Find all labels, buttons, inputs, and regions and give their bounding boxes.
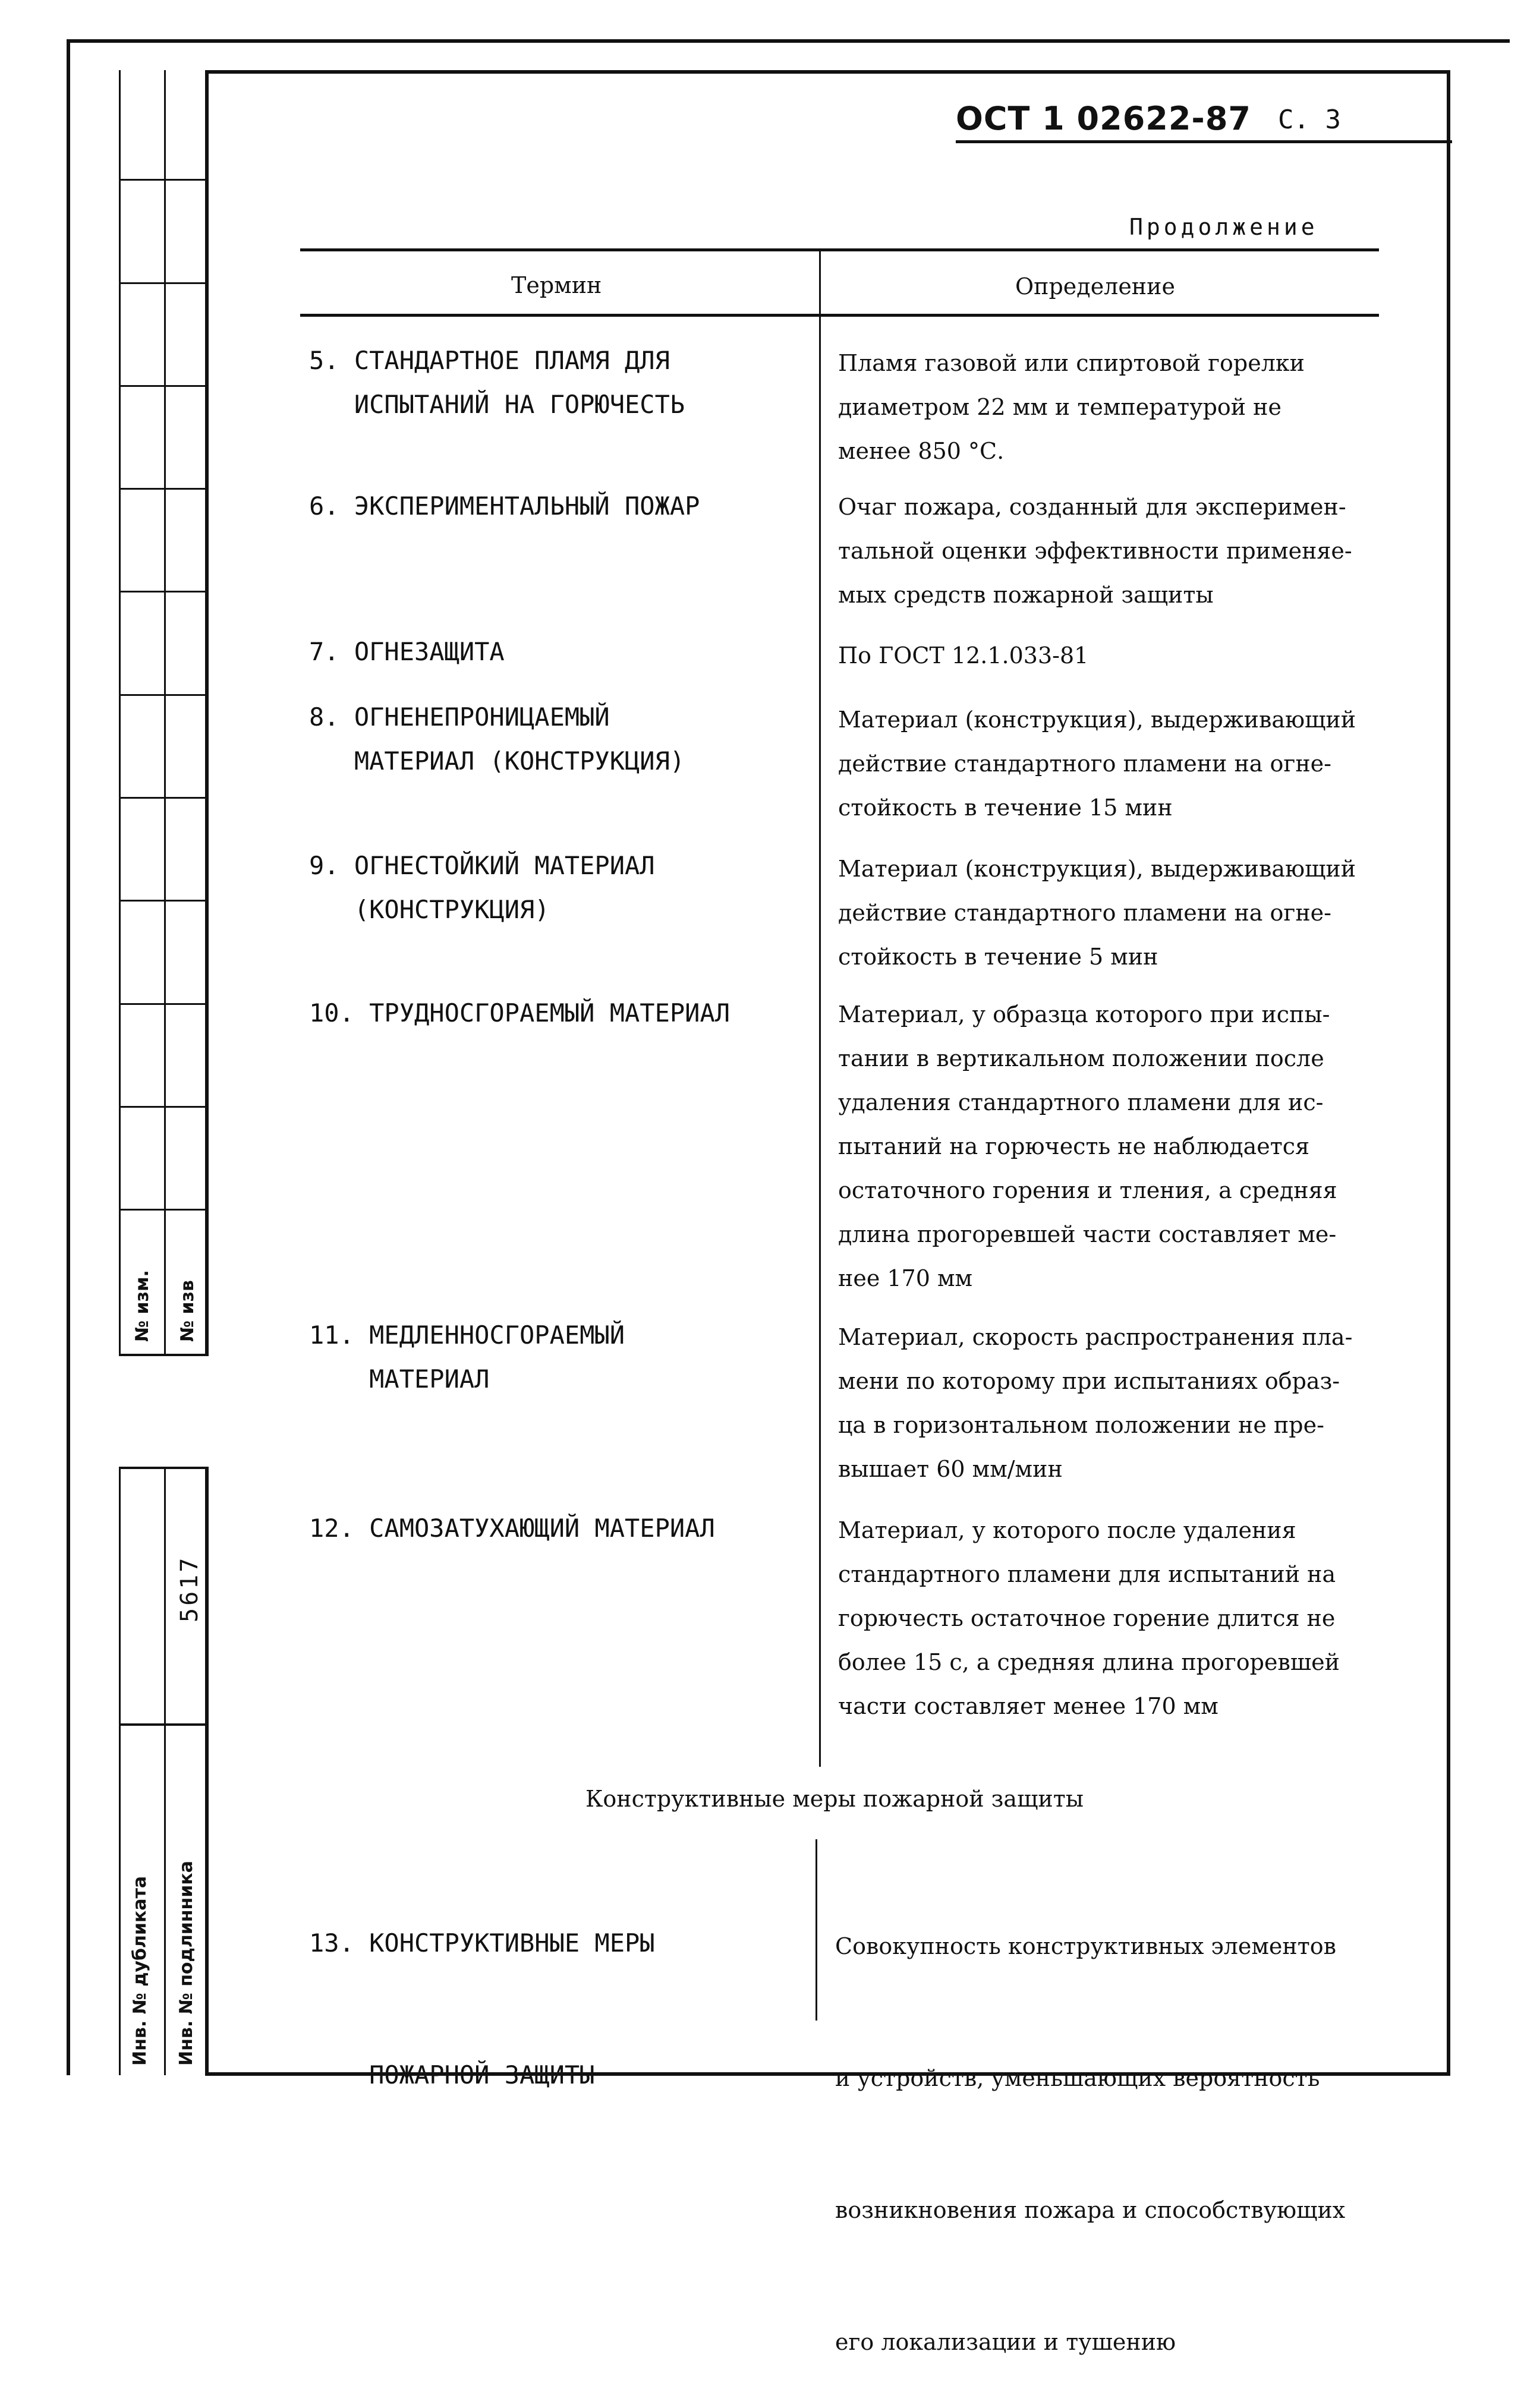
- def-line: Материал, скорость распространения пла-: [838, 1324, 1353, 1350]
- strip-rule: [119, 179, 209, 181]
- definition-entry: [838, 1508, 1340, 1728]
- def-line: более 15 с, а средняя длина прогоревшей: [838, 1649, 1340, 1675]
- term-entry: [309, 484, 700, 528]
- def-line: менее 850 °С.: [838, 438, 1005, 464]
- def-line: остаточного горения и тления, а средняя: [838, 1177, 1337, 1203]
- definition-entry: [838, 847, 1356, 979]
- duplicate-inv-label: Инв. № дубликата: [130, 1876, 150, 2066]
- def-line: Совокупность конструктивных элементов: [835, 1933, 1337, 1959]
- term-line: МАТЕРИАЛ: [309, 1364, 490, 1394]
- def-line: мени по которому при испытаниях образ-: [838, 1368, 1340, 1394]
- definition-entry: [838, 992, 1337, 1300]
- term-line: МАТЕРИАЛ (КОНСТРУКЦИЯ): [309, 746, 685, 776]
- original-inv-label: Инв. № подлинника: [176, 1861, 197, 2066]
- def-line: Материал, у которого после удаления: [838, 1517, 1296, 1543]
- definition-entry: [838, 633, 1088, 677]
- term-line: (КОНСТРУКЦИЯ): [309, 895, 550, 924]
- table-header-rule: [300, 314, 1379, 317]
- term-line: 10. ТРУДНОСГОРАЕМЫЙ МАТЕРИАЛ: [309, 998, 730, 1028]
- def-line: вышает 60 мм/мин: [838, 1456, 1063, 1482]
- term-line: 7. ОГНЕЗАЩИТА: [309, 637, 505, 666]
- izm-label: № изм.: [132, 1270, 153, 1342]
- column-header-term: Термин: [511, 272, 602, 298]
- table-top-rule: [300, 248, 1379, 251]
- column-separator-13: [815, 1839, 817, 2021]
- def-line: пытаний на горючесть не наблюдается: [838, 1133, 1310, 1159]
- section-heading: Конструктивные меры пожарной защиты: [585, 1786, 1084, 1812]
- def-line: удаления стандартного пламени для ис-: [838, 1089, 1324, 1115]
- def-line: Материал (конструкция), выдерживающий: [838, 856, 1356, 882]
- term-entry: [309, 1506, 715, 1550]
- term-line: 12. САМОЗАТУХАЮЩИЙ МАТЕРИАЛ: [309, 1514, 715, 1543]
- strip-rule: [119, 1106, 209, 1108]
- strip-rule: [119, 1723, 209, 1726]
- term-entry: [309, 339, 685, 427]
- binding-strip: [119, 70, 209, 2075]
- def-line: стандартного пламени для испытаний на: [838, 1561, 1336, 1587]
- def-line: ца в горизонтальном положении не пре-: [838, 1412, 1324, 1438]
- def-line: длина прогоревшей части составляет ме-: [838, 1221, 1337, 1247]
- term-line: 8. ОГНЕНЕПРОНИЦАЕМЫЙ: [309, 702, 610, 732]
- def-line: диаметром 22 мм и температурой не: [838, 394, 1281, 420]
- def-line: действие стандартного пламени на огне-: [838, 900, 1331, 926]
- strip-rule: [119, 900, 209, 902]
- term-entry: [309, 1313, 625, 1401]
- continuation-label: Продолжение: [1129, 214, 1318, 240]
- definition-13: [835, 1836, 1345, 2408]
- definition-entry: [838, 1315, 1352, 1491]
- strip-rule: [119, 1003, 209, 1005]
- strip-rule: [119, 282, 209, 284]
- def-line: Очаг пожара, созданный для эксперимен-: [838, 494, 1346, 520]
- def-line: горючесть остаточное горение длится не: [838, 1605, 1336, 1631]
- strip-border-left: [119, 70, 121, 2075]
- term-entry: [309, 844, 655, 932]
- definition-entry: [838, 341, 1305, 473]
- def-line: тальной оценки эффективности применяе-: [838, 538, 1352, 564]
- izv-label: № изв: [177, 1280, 198, 1342]
- term-entry: [309, 991, 730, 1035]
- def-line: Материал, у образца которого при испы-: [838, 1001, 1330, 1028]
- def-line: стойкость в течение 5 мин: [838, 944, 1158, 970]
- header-rule: [956, 140, 1452, 143]
- document-code: ОСТ 1 02622-87: [956, 100, 1251, 137]
- column-header-definition: Определение: [1015, 273, 1175, 300]
- term-line: 5. СТАНДАРТНОЕ ПЛАМЯ ДЛЯ: [309, 346, 670, 375]
- strip-rule: [119, 694, 209, 696]
- term-line: 13. КОНСТРУКТИВНЫЕ МЕРЫ: [309, 1928, 655, 1958]
- term-13: [309, 1833, 655, 2141]
- def-line: тании в вертикальном положении после: [838, 1045, 1324, 1071]
- def-line: Материал (конструкция), выдерживающий: [838, 707, 1356, 733]
- page-number: С. 3: [1278, 105, 1341, 135]
- strip-rule: [119, 385, 209, 387]
- strip-rule: [119, 1467, 209, 1469]
- strip-rule: [119, 591, 209, 592]
- term-line: 6. ЭКСПЕРИМЕНТАЛЬНЫЙ ПОЖАР: [309, 491, 700, 521]
- strip-rule: [119, 797, 209, 799]
- strip-rule: [119, 488, 209, 490]
- def-line: По ГОСТ 12.1.033-81: [838, 642, 1089, 669]
- def-line: действие стандартного пламени на огне-: [838, 751, 1331, 777]
- def-line: его локализации и тушению: [835, 2329, 1176, 2355]
- term-entry: [309, 630, 505, 674]
- strip-divider: [164, 70, 166, 2075]
- original-inv-number: 5617: [176, 1555, 203, 1622]
- strip-gap: [116, 1356, 212, 1467]
- def-line: мых средств пожарной защиты: [838, 582, 1214, 608]
- definition-entry: [838, 485, 1352, 617]
- column-separator: [819, 248, 821, 1767]
- term-line: ПОЖАРНОЙ ЗАЩИТЫ: [309, 2060, 595, 2089]
- strip-rule: [119, 1209, 209, 1211]
- def-line: нее 170 мм: [838, 1265, 973, 1291]
- def-line: возникновения пожара и способствующих: [835, 2197, 1346, 2223]
- term-line: 9. ОГНЕСТОЙКИЙ МАТЕРИАЛ: [309, 851, 655, 880]
- def-line: Пламя газовой или спиртовой горелки: [838, 350, 1305, 376]
- term-line: ИСПЫТАНИЙ НА ГОРЮЧЕСТЬ: [309, 390, 685, 419]
- def-line: части составляет менее 170 мм: [838, 1693, 1218, 1719]
- def-line: и устройств, уменьшающих вероятность: [835, 2065, 1320, 2091]
- def-line: стойкость в течение 15 мин: [838, 795, 1173, 821]
- definition-entry: [838, 698, 1356, 830]
- term-entry: [309, 695, 685, 783]
- term-line: 11. МЕДЛЕННОСГОРАЕМЫЙ: [309, 1320, 625, 1350]
